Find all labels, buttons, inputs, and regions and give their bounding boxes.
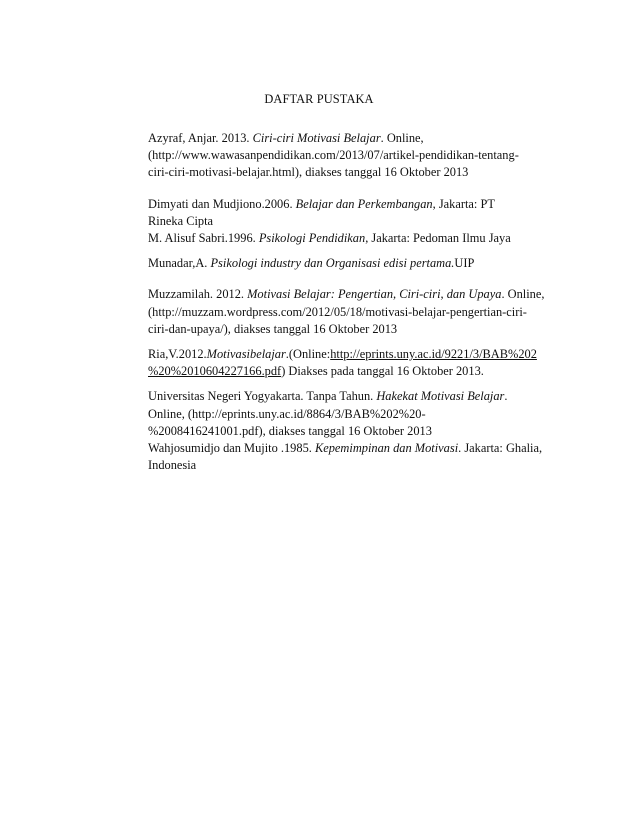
reference-item bbox=[148, 196, 558, 230]
reference-line: Rineka Cipta bbox=[148, 213, 214, 228]
reference-line: M. Alisuf Sabri.1996. Psikologi Pendidikan, Jakarta: Pedoman Ilmu Jaya bbox=[148, 231, 511, 246]
reference-item bbox=[148, 230, 558, 247]
reference-line: Wahjosumidjo dan Mujito .1985. Kepemimpinan dan Motivasi. Jakarta: Ghalia, bbox=[148, 441, 543, 456]
reference-line: %20%2010604227166.pdf) Diakses pada tanggal 16 Oktober 2013. bbox=[148, 364, 484, 379]
reference-link[interactable]: http://eprints.uny.ac.id/9221/3/BAB%202 bbox=[330, 347, 537, 362]
reference-list bbox=[148, 130, 558, 474]
reference-line: ciri-ciri-motivasi-belajar.html), diakses tanggal 16 Oktober 2013 bbox=[148, 165, 469, 180]
reference-line: Universitas Negeri Yogyakarta. Tanpa Tahun. Hakekat Motivasi Belajar. bbox=[148, 389, 508, 404]
reference-line: Munadar,A. Psikologi industry dan Organisasi edisi pertama.UIP bbox=[148, 256, 475, 271]
reference-line: (http://www.wawasanpendidikan.com/2013/07/artikel-pendidikan-tentang- bbox=[148, 148, 519, 163]
reference-line: %2008416241001.pdf), diakses tanggal 16 Oktober 2013 bbox=[148, 423, 432, 438]
reference-item bbox=[148, 286, 558, 338]
reference-item bbox=[148, 130, 558, 182]
reference-item bbox=[148, 440, 558, 474]
reference-line: Azyraf, Anjar. 2013. Ciri-ciri Motivasi Belajar. Online, bbox=[148, 131, 424, 145]
reference-item bbox=[148, 388, 558, 440]
reference-item bbox=[148, 346, 558, 380]
reference-line: Ria,V.2012.Motivasibelajar.(Online:http://eprints.uny.ac.id/9221/3/BAB%202 bbox=[148, 347, 537, 362]
reference-link[interactable]: %20%2010604227166.pdf bbox=[148, 364, 282, 379]
reference-line: Online, (http://eprints.uny.ac.id/8864/3/BAB%202%20- bbox=[148, 406, 426, 421]
page-title: DAFTAR PUSTAKA bbox=[264, 92, 374, 106]
reference-line: (http://muzzam.wordpress.com/2012/05/18/motivasi-belajar-pengertian-ciri- bbox=[148, 304, 527, 319]
reference-item bbox=[148, 255, 558, 272]
reference-line: Dimyati dan Mudjiono.2006. Belajar dan Perkembangan, Jakarta: PT bbox=[148, 196, 495, 211]
reference-line: Muzzamilah. 2012. Motivasi Belajar: Pengertian, Ciri-ciri, dan Upaya. Online, bbox=[148, 287, 545, 302]
reference-line: Indonesia bbox=[148, 458, 197, 473]
reference-line: ciri-dan-upaya/), diakses tanggal 16 Oktober 2013 bbox=[148, 321, 398, 336]
